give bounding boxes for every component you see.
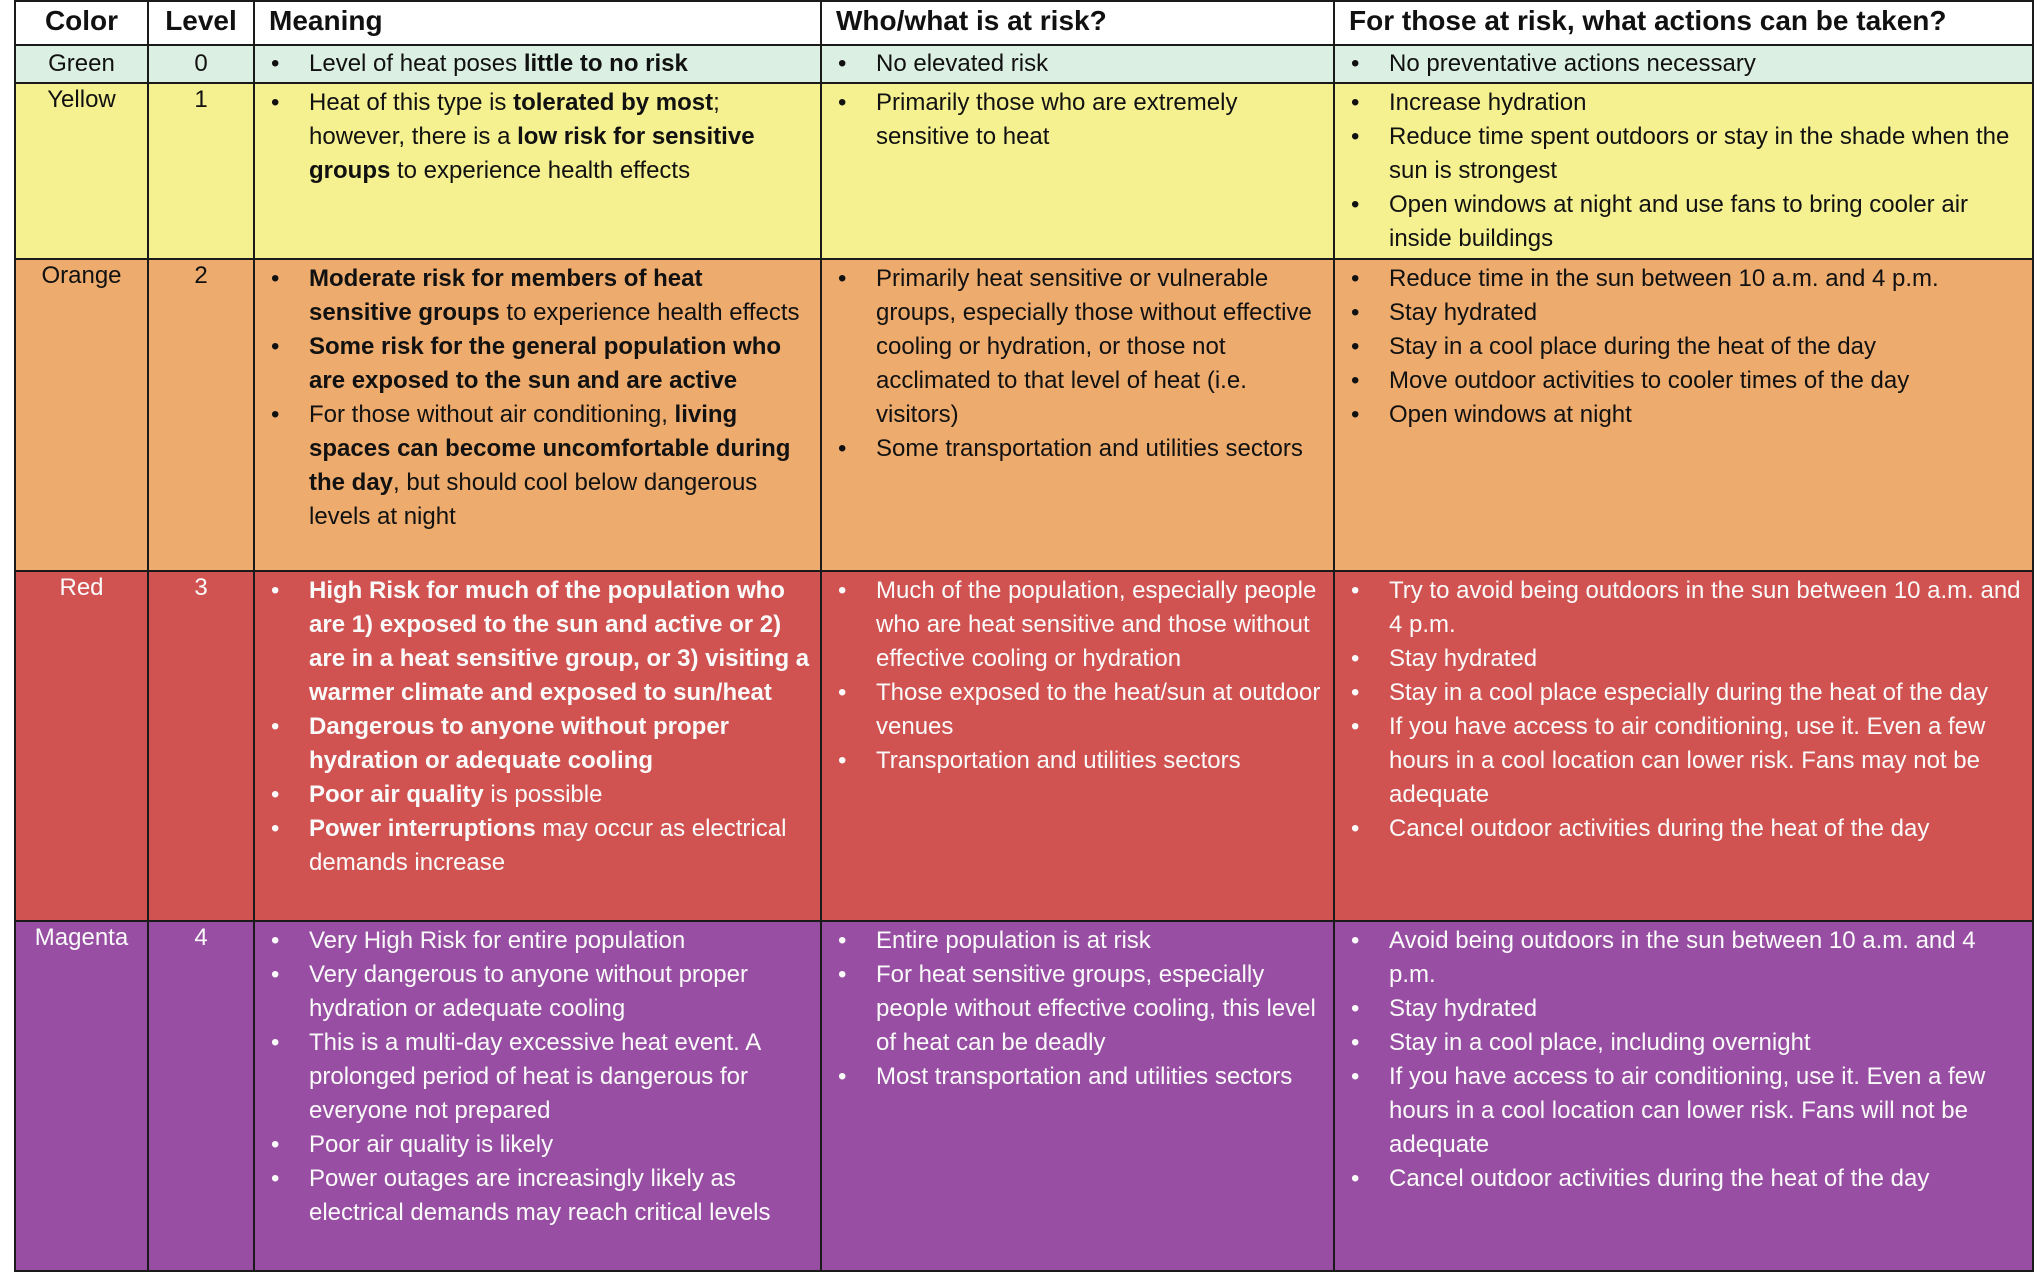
color-cell: Orange [15,259,148,571]
bullet-item [1339,188,2022,256]
text: Those exposed to the heat/sun at outdoor venues [876,679,1321,740]
bullet-item [259,262,810,330]
table-body [15,45,2033,1271]
bullet-item [259,924,810,958]
bullet-item [259,330,810,398]
text: No preventative actions necessary [1389,50,1756,77]
text: Much of the population, especially people who are heat sensitive and those without effective cooling or hydration [876,577,1317,672]
header-level: Level [148,1,254,45]
text: Primarily those who are extremely sensitive to heat [876,89,1238,150]
text: Most transportation and utilities sectors [876,1063,1293,1090]
bullet-item [826,432,1323,466]
bold-text: High Risk for much of the population who are 1) exposed to the sun and active or 2) are in a heat sensitive group, or 3) visiting a warmer climate and exposed to sun/heat [309,577,810,706]
bullet-item [1339,1060,2022,1162]
bullet-item [1339,398,2022,432]
level-cell: 4 [148,921,254,1271]
bullet-item [1339,48,2022,80]
bullet-list [259,48,810,80]
color-cell: Green [15,45,148,83]
text: For those without air conditioning, [309,401,675,428]
who-at-risk-cell [821,45,1334,83]
bullet-list [259,262,810,534]
bullet-item [1339,676,2022,710]
text: Stay in a cool place especially during the heat of the day [1389,679,1989,706]
text: Stay hydrated [1389,645,1538,672]
row-magenta [15,921,2033,1271]
bullet-item [259,574,810,710]
color-cell: Yellow [15,83,148,259]
bullet-item [1339,642,2022,676]
header-meaning: Meaning [254,1,821,45]
text: Entire population is at risk [876,927,1151,954]
bold-text: low risk for sensitive groups [309,123,755,184]
bullet-list [1339,924,2022,1196]
heat-risk-table-container [14,0,2032,1272]
who-at-risk-cell [821,259,1334,571]
bullet-item [826,924,1323,958]
text: to experience health effects [499,299,800,326]
text: No elevated risk [876,50,1049,77]
header-who-at-risk: Who/what is at risk? [821,1,1334,45]
text: For heat sensitive groups, especially people without effective cooling, this level of heat can be deadly [876,961,1316,1056]
text: Try to avoid being outdoors in the sun between 10 a.m. and 4 p.m. [1389,577,2021,638]
level-cell: 3 [148,571,254,921]
bullet-list [826,48,1323,80]
bullet-item [826,744,1323,778]
bold-text: little to no risk [523,50,688,77]
bullet-item [259,778,810,812]
heat-risk-table [14,0,2034,1272]
text: Cancel outdoor activities during the heat of the day [1389,1165,1930,1192]
bold-text: living spaces can become uncomfortable during the day [309,401,791,496]
bold-text: tolerated by most [513,89,714,116]
bullet-item [826,48,1323,80]
bullet-list [826,924,1323,1094]
actions-cell [1334,571,2033,921]
bullet-item [1339,710,2022,812]
bullet-list [826,262,1323,466]
row-green [15,45,2033,83]
text: to experience health effects [390,157,691,184]
color-cell: Magenta [15,921,148,1271]
bullet-item [1339,86,2022,120]
text: Reduce time spent outdoors or stay in the shade when the sun is strongest [1389,123,2010,184]
table-header [15,1,2033,45]
meaning-cell [254,83,821,259]
header-color: Color [15,1,148,45]
text: Level of heat poses [309,50,524,77]
bullet-list [1339,262,2022,432]
bullet-item [259,1026,810,1128]
text: Increase hydration [1389,89,1587,116]
bullet-list [826,574,1323,778]
level-cell: 1 [148,83,254,259]
text: This is a multi-day excessive heat event. A prolonged period of heat is dangerous for everyone not prepared [309,1029,760,1124]
actions-cell [1334,45,2033,83]
header-row [15,1,2033,45]
text: ; however, there is a [309,89,720,150]
meaning-cell [254,921,821,1271]
bullet-item [1339,262,2022,296]
actions-cell [1334,921,2033,1271]
bullet-item [1339,364,2022,398]
bullet-item [826,574,1323,676]
bullet-item [259,48,810,80]
bullet-item [259,958,810,1026]
row-orange [15,259,2033,571]
who-at-risk-cell [821,83,1334,259]
row-yellow [15,83,2033,259]
who-at-risk-cell [821,571,1334,921]
actions-cell [1334,259,2033,571]
text: Open windows at night [1389,401,1632,428]
text: Stay hydrated [1389,299,1538,326]
color-cell: Red [15,571,148,921]
bullet-item [826,958,1323,1060]
text: If you have access to air conditioning, use it. Even a few hours in a cool location can lower risk. Fans will not be adequate [1389,1063,1986,1158]
bullet-item [259,710,810,778]
bullet-list [259,86,810,188]
text: Very High Risk for entire population [309,927,686,954]
text: Stay hydrated [1389,995,1538,1022]
bullet-list [826,86,1323,154]
bullet-list [1339,86,2022,256]
text: Primarily heat sensitive or vulnerable groups, especially those without effective cooling or hydration, or those not acclimated to that level of heat (i.e. visitors) [876,265,1312,428]
bullet-list [1339,48,2022,80]
bullet-item [1339,924,2022,992]
text: Very dangerous to anyone without proper hydration or adequate cooling [309,961,748,1022]
bold-text: Power interruptions [309,815,536,842]
level-cell: 0 [148,45,254,83]
text: Reduce time in the sun between 10 a.m. and 4 p.m. [1389,265,1939,292]
text: Heat of this type is [309,89,514,116]
meaning-cell [254,45,821,83]
bullet-item [826,86,1323,154]
bullet-list [259,574,810,880]
bullet-item [1339,1162,2022,1196]
bullet-item [1339,296,2022,330]
bold-text: Poor air quality [309,781,484,808]
row-red [15,571,2033,921]
bullet-item [259,1128,810,1162]
bold-text: Moderate risk for members of heat sensitive groups [309,265,703,326]
meaning-cell [254,259,821,571]
bullet-item [826,1060,1323,1094]
meaning-cell [254,571,821,921]
text: Open windows at night and use fans to bring cooler air inside buildings [1389,191,1969,252]
actions-cell [1334,83,2033,259]
bullet-item [259,812,810,880]
text: If you have access to air conditioning, use it. Even a few hours in a cool location can lower risk. Fans may not be adequate [1389,713,1986,808]
bullet-item [259,398,810,534]
bullet-item [1339,330,2022,364]
bullet-item [1339,812,2022,846]
text: Power outages are increasingly likely as electrical demands may reach critical levels [309,1165,771,1226]
text: Avoid being outdoors in the sun between 10 a.m. and 4 p.m. [1389,927,1976,988]
text: , but should cool below dangerous levels at night [309,469,758,530]
bullet-item [826,676,1323,744]
bold-text: Some risk for the general population who are exposed to the sun and are active [309,333,782,394]
bullet-item [826,262,1323,432]
bullet-item [1339,992,2022,1026]
bullet-item [1339,1026,2022,1060]
header-actions: For those at risk, what actions can be taken? [1334,1,2033,45]
text: may occur as electrical demands increase [309,815,787,876]
text: Transportation and utilities sectors [876,747,1241,774]
bullet-list [1339,574,2022,846]
level-cell: 2 [148,259,254,571]
text: Poor air quality is likely [309,1131,554,1158]
text: Stay in a cool place, including overnight [1389,1029,1811,1056]
bullet-list [259,924,810,1230]
text: Some transportation and utilities sectors [876,435,1303,462]
bold-text: Dangerous to anyone without proper hydration or adequate cooling [309,713,730,774]
text: Move outdoor activities to cooler times of the day [1389,367,1910,394]
text: Cancel outdoor activities during the heat of the day [1389,815,1930,842]
text: Stay in a cool place during the heat of the day [1389,333,1876,360]
text: is possible [483,781,603,808]
bullet-item [259,1162,810,1230]
who-at-risk-cell [821,921,1334,1271]
bullet-item [1339,120,2022,188]
bullet-item [1339,574,2022,642]
bullet-item [259,86,810,188]
